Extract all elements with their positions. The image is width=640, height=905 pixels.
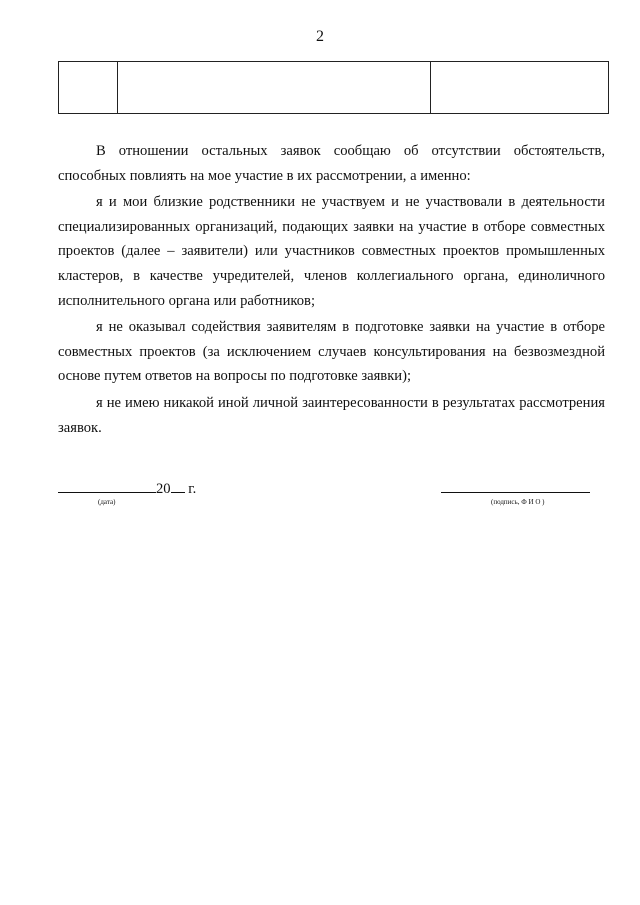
date-field <box>58 478 197 506</box>
year-suffix: г. <box>184 481 197 497</box>
date-caption: (дата) <box>98 498 116 506</box>
signature-line <box>441 478 590 493</box>
paragraph-interest: я не имею никакой иной личной заинтересованности в результатах рассмотрения заявок. <box>58 394 605 436</box>
date-line <box>58 478 156 493</box>
page-number: 2 <box>316 28 324 45</box>
year-blank-line <box>171 478 185 493</box>
declaration-text <box>58 139 605 442</box>
top-table <box>58 61 609 114</box>
table-cell <box>59 62 118 114</box>
table-cell <box>431 62 609 114</box>
year-prefix: 20 <box>156 481 171 497</box>
signature-field <box>441 478 590 506</box>
signature-caption: (подпись, Ф И О ) <box>491 498 545 506</box>
table-row <box>59 62 609 114</box>
paragraph-intro: В отношении остальных заявок сообщаю об отсутствии обстоятельств, способных повлиять на мое участие в их рассмотрении, а именно: <box>58 143 605 184</box>
table-cell <box>118 62 431 114</box>
paragraph-assistance: я не оказывал содействия заявителям в подготовке заявки на участие в отборе совместных проектов (за исключением случаев консультирования на безвозмездной основе путем ответов на вопросы по подготовке заявки); <box>58 319 605 385</box>
paragraph-relatives: я и мои близкие родственники не участвуем и не участвовали в деятельности специализированных организаций, подающих заявки на участие в отборе совместных проектов (далее – заявители) или участников совместных проектов промышленных кластеров, в качестве учредителей, членов коллегиального органа, единоличного исполнительного органа или работников; <box>58 194 605 309</box>
